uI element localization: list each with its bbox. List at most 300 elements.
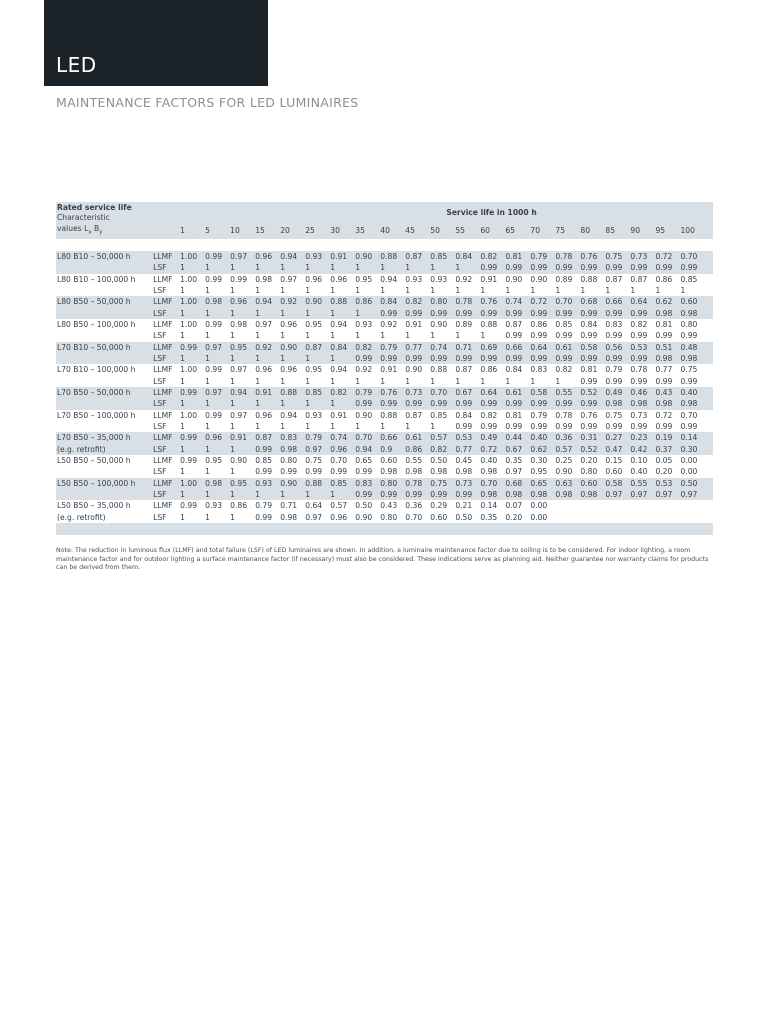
row-type: LSF	[153, 466, 180, 477]
table-cell: 0.23	[630, 432, 655, 443]
table-cell: 1	[305, 330, 330, 341]
table-cell: 1	[230, 466, 255, 477]
table-cell: 1	[305, 398, 330, 409]
table-cell: 0.70	[555, 296, 580, 307]
table-cell: 0.83	[530, 364, 555, 375]
table-cell: 1	[180, 285, 205, 296]
table-cell: 0.85	[555, 319, 580, 330]
table-cell	[555, 512, 580, 523]
column-header: 60	[480, 223, 505, 239]
table-cell: 0.75	[430, 478, 455, 489]
table-cell: 0.52	[580, 387, 605, 398]
table-cell: 0.43	[655, 387, 680, 398]
row-label: L80 B50 – 50,000 h	[56, 296, 153, 307]
row-type: LSF	[153, 376, 180, 387]
table-cell: 0.47	[605, 444, 630, 455]
table-cell: 1	[355, 308, 380, 319]
table-row	[56, 398, 713, 409]
table-cell: 0.37	[655, 444, 680, 455]
table-cell: 1	[180, 398, 205, 409]
table-cell: 0.99	[230, 274, 255, 285]
table-cell: 0.90	[355, 410, 380, 421]
table-cell: 0.70	[680, 410, 713, 421]
table-cell: 0.92	[380, 319, 405, 330]
table-row	[56, 319, 713, 330]
table-cell: 0.85	[305, 387, 330, 398]
table-cell: 1	[255, 262, 280, 273]
table-cell: 0.88	[430, 364, 455, 375]
table-cell: 0.10	[630, 455, 655, 466]
table-cell: 0.96	[330, 274, 355, 285]
table-cell: 0.91	[330, 410, 355, 421]
table-cell: 0.99	[605, 262, 630, 273]
row-type: LLMF	[153, 387, 180, 398]
table-cell: 1	[380, 421, 405, 432]
table-cell: 0.68	[505, 478, 530, 489]
table-cell: 0.94	[330, 319, 355, 330]
table-cell: 0.84	[505, 364, 530, 375]
table-cell: 0.96	[280, 319, 305, 330]
table-cell: 0.87	[405, 251, 430, 262]
table-cell: 0.99	[430, 398, 455, 409]
table-cell: 0.95	[530, 466, 555, 477]
table-cell: 0.96	[230, 296, 255, 307]
table-cell: 0.81	[580, 364, 605, 375]
table-cell: 1	[280, 285, 305, 296]
table-row	[56, 466, 713, 477]
row-type: LSF	[153, 285, 180, 296]
table-cell: 1	[205, 376, 230, 387]
table-cell: 0.99	[205, 251, 230, 262]
table-cell: 0.99	[530, 421, 555, 432]
table-cell: 0.82	[480, 410, 505, 421]
row-label	[56, 421, 153, 432]
table-cell: 0.97	[255, 319, 280, 330]
table-cell: 0.99	[405, 353, 430, 364]
table-cell: 0.99	[430, 489, 455, 500]
table-cell: 0.98	[205, 478, 230, 489]
table-cell: 0.20	[655, 466, 680, 477]
table-cell: 0.97	[230, 251, 255, 262]
table-cell: 1	[455, 330, 480, 341]
row-label	[56, 466, 153, 477]
table-cell: 0.99	[355, 489, 380, 500]
table-cell	[630, 512, 655, 523]
table-cell: 1	[280, 330, 305, 341]
table-cell: 0.91	[230, 432, 255, 443]
table-cell: 0.98	[655, 308, 680, 319]
table-cell: 1.00	[180, 478, 205, 489]
table-cell: 1	[180, 421, 205, 432]
table-cell: 1	[280, 489, 305, 500]
table-cell: 0.87	[255, 432, 280, 443]
table-cell: 0.96	[330, 444, 355, 455]
table-cell: 1.00	[180, 364, 205, 375]
table-row	[56, 274, 713, 285]
row-label: (e.g. retrofit)	[56, 512, 153, 523]
table-cell: 0.78	[455, 296, 480, 307]
page-title: LED	[56, 53, 97, 77]
column-header: 30	[330, 223, 355, 239]
table-cell: 1	[330, 308, 355, 319]
table-cell: 0.35	[505, 455, 530, 466]
table-cell	[655, 512, 680, 523]
row-label: L80 B10 – 50,000 h	[56, 251, 153, 262]
table-cell: 0.81	[505, 410, 530, 421]
table-cell: 0.92	[255, 342, 280, 353]
table-cell: 0.99	[455, 421, 480, 432]
table-cell: 1	[230, 489, 255, 500]
table-cell: 0.50	[355, 500, 380, 511]
table-cell: 0.99	[430, 353, 455, 364]
table-cell: 0.75	[680, 364, 713, 375]
table-cell: 1	[230, 308, 255, 319]
table-cell: 1	[430, 421, 455, 432]
table-cell: 0.92	[455, 274, 480, 285]
table-cell: 0.53	[630, 342, 655, 353]
table-cell: 0.99	[380, 353, 405, 364]
table-row	[56, 342, 713, 353]
table-cell: 0.92	[355, 364, 380, 375]
table-cell: 0.99	[255, 512, 280, 523]
table-cell: 0.88	[380, 251, 405, 262]
table-cell: 1	[255, 330, 280, 341]
table-cell: 1	[355, 285, 380, 296]
table-cell: 0.66	[605, 296, 630, 307]
table-cell: 1	[430, 330, 455, 341]
table-cell: 0.80	[380, 478, 405, 489]
table-cell: 0.73	[630, 251, 655, 262]
table-cell: 0.91	[255, 387, 280, 398]
table-row	[56, 308, 713, 319]
table-cell: 0.99	[655, 376, 680, 387]
table-cell: 0.99	[655, 421, 680, 432]
table-cell: 0.99	[630, 353, 655, 364]
row-label: (e.g. retrofit)	[56, 444, 153, 455]
table-row	[56, 262, 713, 273]
table-cell: 0.84	[330, 342, 355, 353]
table-cell: 0.90	[530, 274, 555, 285]
table-cell: 0.62	[530, 444, 555, 455]
table-cell: 0.78	[630, 364, 655, 375]
table-cell: 0.99	[180, 432, 205, 443]
table-cell: 1	[230, 262, 255, 273]
table-cell: 0.93	[255, 478, 280, 489]
table-cell: 0.98	[405, 466, 430, 477]
table-cell: 0.90	[505, 274, 530, 285]
table-cell: 0.97	[305, 444, 330, 455]
table-cell: 0.86	[530, 319, 555, 330]
table-cell: 0.21	[455, 500, 480, 511]
table-cell: 0.66	[505, 342, 530, 353]
table-row	[56, 251, 713, 262]
table-cell: 0.99	[180, 500, 205, 511]
table-cell: 0.82	[555, 364, 580, 375]
table-cell: 0.94	[280, 251, 305, 262]
table-cell: 0.79	[255, 500, 280, 511]
table-cell: 0.40	[530, 432, 555, 443]
row-label	[56, 330, 153, 341]
table-cell: 0.98	[505, 489, 530, 500]
row-label: L80 B50 – 100,000 h	[56, 319, 153, 330]
table-cell: 1	[180, 376, 205, 387]
table-cell: 0.88	[280, 387, 305, 398]
column-header: 65	[505, 223, 530, 239]
table-cell: 0.99	[555, 398, 580, 409]
row-type: LSF	[153, 398, 180, 409]
table-cell: 1	[405, 330, 430, 341]
table-cell: 0.97	[280, 274, 305, 285]
table-cell: 0.19	[655, 432, 680, 443]
table-cell: 0.78	[555, 410, 580, 421]
table-cell: 0.60	[680, 296, 713, 307]
column-header: 95	[655, 223, 680, 239]
table-cell: 0.90	[405, 364, 430, 375]
table-cell: 0.94	[355, 444, 380, 455]
table-cell: 0.97	[505, 466, 530, 477]
table-cell: 1	[230, 512, 255, 523]
table-row	[56, 432, 713, 443]
table-cell: 1	[205, 398, 230, 409]
table-cell: 0.99	[355, 466, 380, 477]
table-cell	[605, 512, 630, 523]
table-cell: 0.99	[455, 308, 480, 319]
table-cell: 1	[255, 421, 280, 432]
table-cell: 0.70	[355, 432, 380, 443]
table-cell: 0.94	[330, 364, 355, 375]
table-cell: 1	[455, 285, 480, 296]
table-cell: 1	[180, 353, 205, 364]
table-cell: 0.98	[605, 398, 630, 409]
table-cell: 0.87	[505, 319, 530, 330]
table-cell: 0.98	[480, 489, 505, 500]
table-cell: 0.85	[430, 251, 455, 262]
page-subtitle: MAINTENANCE FACTORS FOR LED LUMINAIRES	[56, 95, 359, 110]
table-row	[56, 444, 713, 455]
table-row	[56, 330, 713, 341]
table-cell: 1	[255, 285, 280, 296]
table-cell: 1	[630, 285, 655, 296]
table-cell: 0.79	[530, 410, 555, 421]
row-label	[56, 262, 153, 273]
table-cell: 1	[205, 512, 230, 523]
table-cell: 0.88	[330, 296, 355, 307]
table-cell: 0.99	[630, 308, 655, 319]
table-cell: 0.40	[630, 466, 655, 477]
table-cell: 0.99	[555, 421, 580, 432]
table-cell	[580, 500, 605, 511]
table-cell: 1	[330, 376, 355, 387]
table-cell: 0.72	[655, 410, 680, 421]
table-cell: 0.79	[380, 342, 405, 353]
table-cell: 0.99	[605, 421, 630, 432]
table-cell: 1	[280, 398, 305, 409]
table-cell: 1	[205, 262, 230, 273]
table-cell: 1	[405, 376, 430, 387]
table-cell: 0.14	[480, 500, 505, 511]
table-cell: 0.99	[580, 330, 605, 341]
table-cell: 0.77	[455, 444, 480, 455]
table-cell: 0.73	[630, 410, 655, 421]
table-cell: 0.88	[305, 478, 330, 489]
table-cell: 0.76	[380, 387, 405, 398]
table-cell: 0.99	[505, 421, 530, 432]
table-cell: 0.67	[455, 387, 480, 398]
table-cell: 0.57	[555, 444, 580, 455]
table-cell: 1	[205, 466, 230, 477]
table-cell: 0.99	[355, 398, 380, 409]
table-cell: 0.86	[230, 500, 255, 511]
table-cell: 0.99	[605, 330, 630, 341]
table-cell: 1	[655, 285, 680, 296]
table-cell: 1	[430, 262, 455, 273]
table-cell: 0.97	[205, 387, 230, 398]
table-cell: 0.30	[680, 444, 713, 455]
table-cell: 0.85	[430, 410, 455, 421]
table-cell: 0.97	[305, 512, 330, 523]
table-cell: 0.60	[430, 512, 455, 523]
table-cell: 0.15	[605, 455, 630, 466]
column-header: 20	[280, 223, 305, 239]
table-cell: 0.68	[580, 296, 605, 307]
table-cell: 0.99	[205, 319, 230, 330]
column-header: 75	[555, 223, 580, 239]
table-cell: 0.70	[430, 387, 455, 398]
table-cell: 0.80	[680, 319, 713, 330]
table-cell: 0.50	[455, 512, 480, 523]
table-cell: 1	[230, 376, 255, 387]
table-cell: 1	[180, 330, 205, 341]
table-cell: 0.99	[505, 398, 530, 409]
table-cell: 0.99	[630, 376, 655, 387]
table-cell: 0.93	[405, 274, 430, 285]
table-cell: 0.25	[555, 455, 580, 466]
table-cell: 0.58	[605, 478, 630, 489]
table-cell	[680, 500, 713, 511]
table-cell: 1	[255, 308, 280, 319]
table-cell: 1	[180, 444, 205, 455]
column-header: 25	[305, 223, 330, 239]
table-cell: 0.42	[630, 444, 655, 455]
table-cell: 0.79	[605, 364, 630, 375]
column-header: 90	[630, 223, 655, 239]
table-cell: 0.83	[355, 478, 380, 489]
table-cell: 0.83	[605, 319, 630, 330]
table-cell: 0.77	[655, 364, 680, 375]
table-cell: 0.76	[580, 410, 605, 421]
row-type: LSF	[153, 262, 180, 273]
table-cell: 1	[430, 376, 455, 387]
table-cell: 0.52	[580, 444, 605, 455]
table-cell: 1	[255, 353, 280, 364]
table-cell: 0.82	[630, 319, 655, 330]
table-cell: 0.20	[580, 455, 605, 466]
table-cell: 0.60	[605, 466, 630, 477]
table-cell: 0.99	[680, 376, 713, 387]
column-header: 45	[405, 223, 430, 239]
table-cell: 0.71	[280, 500, 305, 511]
table-cell: 0.95	[305, 364, 330, 375]
header-banner	[44, 0, 268, 86]
table-cell: 0.62	[655, 296, 680, 307]
table-cell: 0.50	[430, 455, 455, 466]
table-cell: 0.14	[680, 432, 713, 443]
table-cell: 0.82	[430, 444, 455, 455]
data-table	[56, 202, 713, 535]
table-cell: 0.51	[655, 342, 680, 353]
table-cell: 0.92	[280, 296, 305, 307]
table-cell: 0.99	[205, 410, 230, 421]
table-cell: 0.99	[580, 376, 605, 387]
column-header: 55	[455, 223, 480, 239]
table-cell: 0.86	[480, 364, 505, 375]
table-cell: 0.55	[630, 478, 655, 489]
table-cell: 0.85	[330, 478, 355, 489]
table-cell: 0.90	[280, 342, 305, 353]
table-cell: 0.64	[630, 296, 655, 307]
table-cell: 0.36	[405, 500, 430, 511]
table-cell: 1	[180, 466, 205, 477]
row-label	[56, 285, 153, 296]
table-cell: 0.97	[655, 489, 680, 500]
table-cell: 0.78	[555, 251, 580, 262]
table-cell: 1	[230, 398, 255, 409]
table-cell: 0.90	[555, 466, 580, 477]
table-cell: 1	[230, 285, 255, 296]
table-cell: 1	[280, 308, 305, 319]
table-row	[56, 387, 713, 398]
table-cell: 0.63	[555, 478, 580, 489]
table-cell: 1	[230, 444, 255, 455]
column-header: 15	[255, 223, 280, 239]
table-cell: 0.70	[480, 478, 505, 489]
table-cell: 1	[505, 285, 530, 296]
table-row	[56, 376, 713, 387]
row-label	[56, 353, 153, 364]
row-label: L50 B50 – 50,000 h	[56, 455, 153, 466]
table-cell: 0.61	[405, 432, 430, 443]
table-cell: 0.98	[380, 466, 405, 477]
table-cell: 0.90	[430, 319, 455, 330]
table-cell: 0.98	[555, 489, 580, 500]
column-header: 5	[205, 223, 230, 239]
table-cell: 0.99	[555, 353, 580, 364]
table-cell: 0.93	[305, 251, 330, 262]
table-cell: 0.99	[430, 308, 455, 319]
table-cell: 0.73	[405, 387, 430, 398]
row-type: LLMF	[153, 500, 180, 511]
table-cell: 0.99	[530, 308, 555, 319]
column-header: 1	[180, 223, 205, 239]
table-cell: 0.91	[480, 274, 505, 285]
table-cell: 0.91	[380, 364, 405, 375]
table-cell	[555, 500, 580, 511]
table-cell: 0.55	[555, 387, 580, 398]
table-cell: 1	[530, 285, 555, 296]
row-type: LLMF	[153, 296, 180, 307]
table-cell: 0.80	[280, 455, 305, 466]
table-footer-band	[56, 523, 713, 535]
table-cell: 1	[180, 489, 205, 500]
table-cell: 0.84	[455, 251, 480, 262]
table-cell: 0.67	[505, 444, 530, 455]
table-cell: 0.88	[380, 410, 405, 421]
table-cell: 0.99	[355, 353, 380, 364]
table-cell: 0.98	[430, 466, 455, 477]
table-cell: 0.61	[505, 387, 530, 398]
row-label	[56, 398, 153, 409]
table-cell: 0.72	[530, 296, 555, 307]
